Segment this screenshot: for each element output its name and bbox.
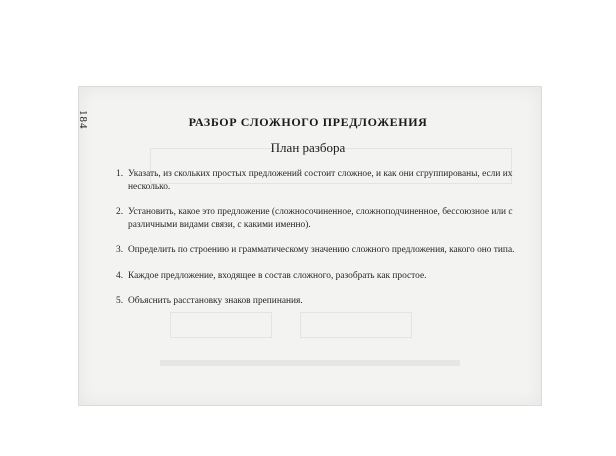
plan-item-text: Определить по строению и грамматическому значению сложного предложения, какого оно типа. xyxy=(128,245,515,255)
plan-item xyxy=(116,168,524,193)
plan-item-text: Объяснить расстановку знаков препинания. xyxy=(128,296,303,306)
page-number: 184 xyxy=(77,110,89,130)
plan-list xyxy=(116,168,524,321)
page-subtitle: План разбора xyxy=(270,140,346,155)
plan-item-number: 5. xyxy=(116,296,124,306)
plan-item-number: 1. xyxy=(116,169,124,179)
plan-item xyxy=(116,244,524,257)
plan-item-number: 4. xyxy=(116,270,124,281)
plan-item-text: Каждое предложение, входящее в состав сложного, разобрать как простое. xyxy=(128,270,427,281)
plan-item-number: 3. xyxy=(116,245,124,255)
plan-item xyxy=(116,206,524,231)
plan-item xyxy=(116,270,524,283)
plan-item-text: Указать, из скольких простых предложений состоит сложное, и как они сгруппированы, если их несколько. xyxy=(128,169,513,192)
plan-item-number: 2. xyxy=(116,207,124,217)
page-title: РАЗБОР СЛОЖНОГО ПРЕДЛОЖЕНИЯ xyxy=(188,115,428,129)
plan-item xyxy=(116,295,524,308)
bleed-through-line xyxy=(160,360,460,366)
plan-item-text: Установить, какое это предложение (сложносочиненное, сложноподчиненное, бессоюзное или с различными видами связи, с какими именно). xyxy=(128,207,513,230)
